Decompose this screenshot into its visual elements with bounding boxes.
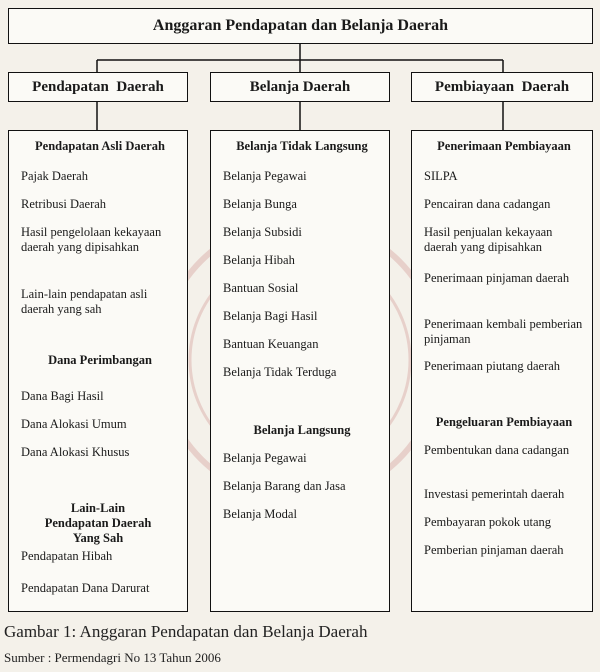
header-pendapatan bbox=[8, 72, 188, 102]
list-item: Belanja Pegawai bbox=[223, 451, 307, 465]
list-item: Pembayaran pokok utang bbox=[424, 515, 552, 529]
header-pembiayaan-text: Pembiayaan Daerah bbox=[434, 78, 570, 95]
section-heading: Pendapatan Asli Daerah bbox=[35, 139, 165, 153]
list-item: Pendapatan Dana Darurat bbox=[21, 581, 150, 595]
section-heading: Dana Perimbangan bbox=[48, 353, 152, 367]
list-item: Lain-lain pendapatan asli daerah yang sah bbox=[21, 287, 148, 316]
list-item: Investasi pemerintah daerah bbox=[424, 487, 565, 501]
list-item: Pendapatan Hibah bbox=[21, 549, 113, 563]
list-item: Dana Alokasi Umum bbox=[21, 417, 127, 431]
list-item: Dana Bagi Hasil bbox=[21, 389, 104, 403]
list-item: Pajak Daerah bbox=[21, 169, 88, 183]
section-heading: Belanja Tidak Langsung bbox=[236, 139, 368, 153]
list-item: Pembentukan dana cadangan bbox=[424, 443, 570, 457]
title-box bbox=[8, 8, 593, 44]
header-pembiayaan bbox=[411, 72, 593, 102]
list-item: Belanja Pegawai bbox=[223, 169, 307, 183]
list-item: Hasil pengelolaan kekayaan daerah yang dipisahkan bbox=[21, 225, 162, 254]
list-item: Belanja Bunga bbox=[223, 197, 297, 211]
list-item: Belanja Hibah bbox=[223, 253, 295, 267]
header-belanja-text: Belanja Daerah bbox=[249, 78, 351, 95]
list-item: Bantuan Keuangan bbox=[223, 337, 319, 351]
list-item: Hasil penjualan kekayaan daerah yang dipisahkan bbox=[424, 225, 553, 254]
column-pendapatan bbox=[8, 130, 188, 612]
list-item: Belanja Subsidi bbox=[223, 225, 302, 239]
header-pendapatan-text: Pendapatan Daerah bbox=[32, 78, 164, 95]
section-heading: Penerimaan Pembiayaan bbox=[437, 139, 571, 153]
list-item: Bantuan Sosial bbox=[223, 281, 299, 295]
section-heading: Lain-Lain Pendapatan Daerah Yang Sah bbox=[44, 501, 152, 545]
list-item: Dana Alokasi Khusus bbox=[21, 445, 130, 459]
section-heading: Belanja Langsung bbox=[253, 423, 351, 437]
column-pembiayaan bbox=[411, 130, 593, 612]
list-item: Belanja Tidak Terduga bbox=[223, 365, 337, 379]
list-item: Penerimaan piutang daerah bbox=[424, 359, 561, 373]
list-item: Pencairan dana cadangan bbox=[424, 197, 551, 211]
column-belanja bbox=[210, 130, 390, 612]
figure-source: Sumber : Permendagri No 13 Tahun 2006 bbox=[4, 650, 221, 665]
list-item: Belanja Barang dan Jasa bbox=[223, 479, 346, 493]
list-item: Belanja Bagi Hasil bbox=[223, 309, 318, 323]
figure-caption: Gambar 1: Anggaran Pendapatan dan Belanja Daerah bbox=[4, 622, 368, 641]
list-item: Penerimaan kembali pemberian pinjaman bbox=[424, 317, 583, 346]
list-item: Penerimaan pinjaman daerah bbox=[424, 271, 570, 285]
list-item: Belanja Modal bbox=[223, 507, 297, 521]
title-text: Anggaran Pendapatan dan Belanja Daerah bbox=[152, 17, 449, 34]
list-item: Pemberian pinjaman daerah bbox=[424, 543, 564, 557]
header-belanja bbox=[210, 72, 390, 102]
list-item: SILPA bbox=[424, 169, 458, 183]
section-heading: Pengeluaran Pembiayaan bbox=[435, 415, 573, 429]
list-item: Retribusi Daerah bbox=[21, 197, 107, 211]
